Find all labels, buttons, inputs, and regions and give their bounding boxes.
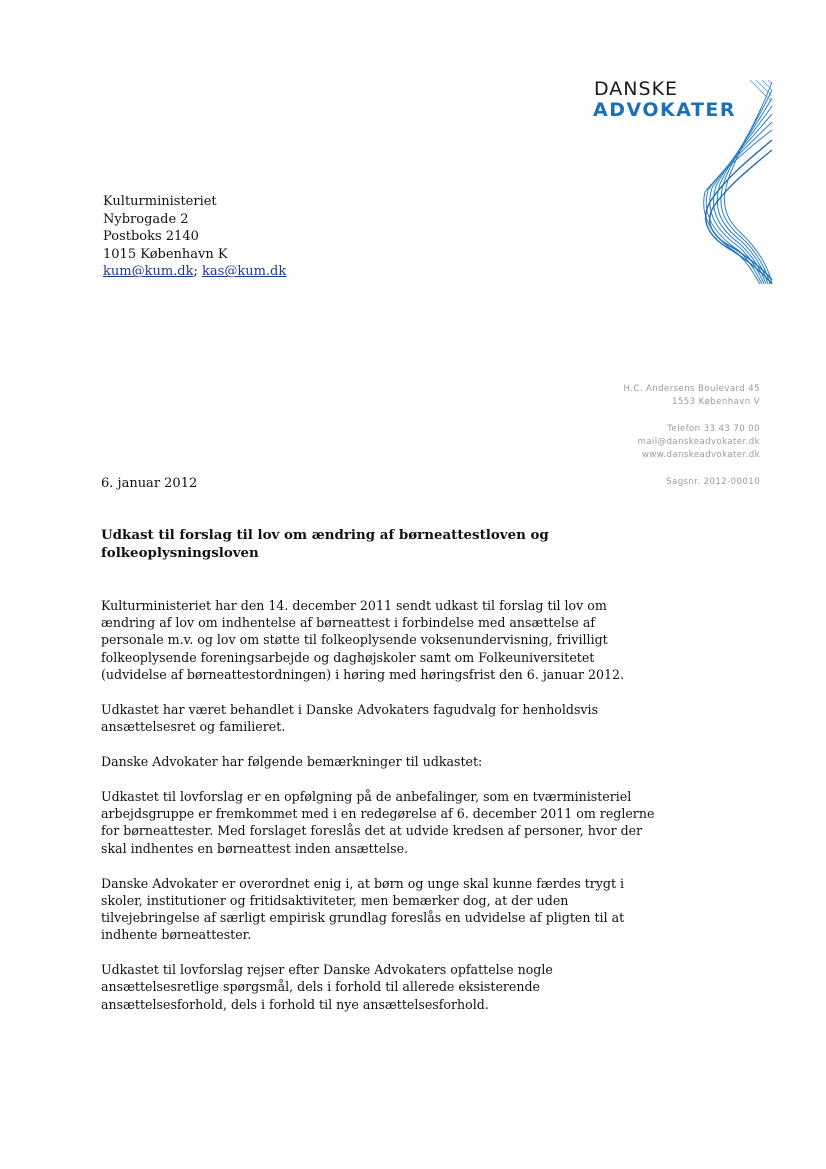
body-line: (udvidelse af børneattestordningen) i høring med høringsfrist den 6. januar 2012. bbox=[101, 666, 625, 682]
letter-body bbox=[101, 597, 655, 1031]
email-link-kum[interactable]: kum@kum.dk bbox=[103, 264, 194, 280]
body-line: Danske Advokater har følgende bemærkninger til udkastet: bbox=[101, 754, 483, 770]
body-line: for børneattester. Med forslaget foreslås det at udvide kredsen af personer, hvor der bbox=[101, 823, 643, 839]
logo-line-1: DANSKE bbox=[594, 78, 679, 100]
body-line: ansættelsesret og familieret. bbox=[101, 719, 286, 735]
sender-info bbox=[624, 383, 760, 489]
body-line: tilvejebringelse af særligt empirisk grundlag foreslås en udvidelse af pligten til at bbox=[101, 910, 625, 926]
sender-email: mail@danskeadvokater.dk bbox=[637, 437, 760, 447]
paragraph bbox=[101, 875, 625, 944]
sender-phone: Telefon 33 43 70 00 bbox=[667, 424, 760, 434]
logo-line-2: ADVOKATER bbox=[593, 99, 737, 121]
body-line: ændring af lov om indhentelse af børneattest i forbindelse med ansættelse af bbox=[101, 615, 596, 631]
body-line: arbejdsgruppe er fremkommet med i en redegørelse af 6. december 2011 om reglerne bbox=[101, 806, 655, 822]
body-line: personale m.v. og lov om støtte til folkeoplysende voksenundervisning, frivilligt bbox=[101, 632, 608, 648]
body-line: Udkastet til lovforslag rejser efter Danske Advokaters opfattelse nogle bbox=[101, 962, 553, 978]
title-line: folkeoplysningsloven bbox=[101, 544, 259, 561]
body-line: skal indhentes en børneattest inden ansættelse. bbox=[101, 840, 409, 856]
addressee-line: Nybrogade 2 bbox=[103, 211, 189, 227]
body-line: skoler, institutioner og fritidsaktiviteter, men bemærker dog, at der uden bbox=[101, 892, 569, 908]
addressee-emails bbox=[103, 263, 286, 281]
sender-street: H.C. Andersens Boulevard 45 bbox=[623, 384, 760, 394]
letter-title bbox=[101, 527, 621, 562]
body-line: Kulturministeriet har den 14. december 2011 sendt udkast til forslag til lov om bbox=[101, 598, 607, 613]
addressee-line: Kulturministeriet bbox=[103, 194, 217, 209]
letter-date: 6. januar 2012 bbox=[101, 476, 198, 491]
case-number: Sagsnr. 2012-00010 bbox=[666, 477, 760, 487]
body-line: Udkastet til lovforslag er en opfølgning på de anbefalinger, som en tværministeriel bbox=[101, 789, 632, 805]
email-separator: ; bbox=[193, 264, 198, 280]
sender-web: www.danskeadvokater.dk bbox=[641, 450, 760, 460]
body-line: Udkastet har været behandlet i Danske Advokaters fagudvalg for henholdsvis bbox=[101, 701, 599, 717]
paragraph bbox=[101, 961, 601, 1013]
danske-advokater-logo bbox=[586, 78, 776, 288]
addressee-line: Postboks 2140 bbox=[103, 229, 199, 245]
title-line: Udkast til forslag til lov om ændring af børneattestloven og bbox=[101, 527, 549, 543]
body-line: ansættelsesretlige spørgsmål, dels i forhold til allerede eksisterende bbox=[101, 979, 541, 995]
addressee-block bbox=[103, 193, 286, 281]
paragraph bbox=[101, 753, 601, 770]
paragraph bbox=[101, 701, 601, 735]
body-line: indhente børneattester. bbox=[101, 927, 252, 943]
addressee-line: 1015 København K bbox=[103, 246, 228, 262]
paragraph bbox=[101, 788, 655, 857]
body-line: folkeoplysende foreningsarbejde og daghøjskoler samt om Folkeuniversitetet bbox=[101, 649, 595, 665]
email-link-kas[interactable]: kas@kum.dk bbox=[202, 264, 287, 280]
paragraph bbox=[101, 597, 625, 683]
body-line: Danske Advokater er overordnet enig i, at børn og unge skal kunne færdes trygt i bbox=[101, 875, 625, 891]
sender-city: 1553 København V bbox=[672, 397, 760, 407]
logo-swoosh-icon bbox=[698, 80, 774, 284]
body-line: ansættelsesforhold, dels i forhold til nye ansættelsesforhold. bbox=[101, 996, 489, 1012]
